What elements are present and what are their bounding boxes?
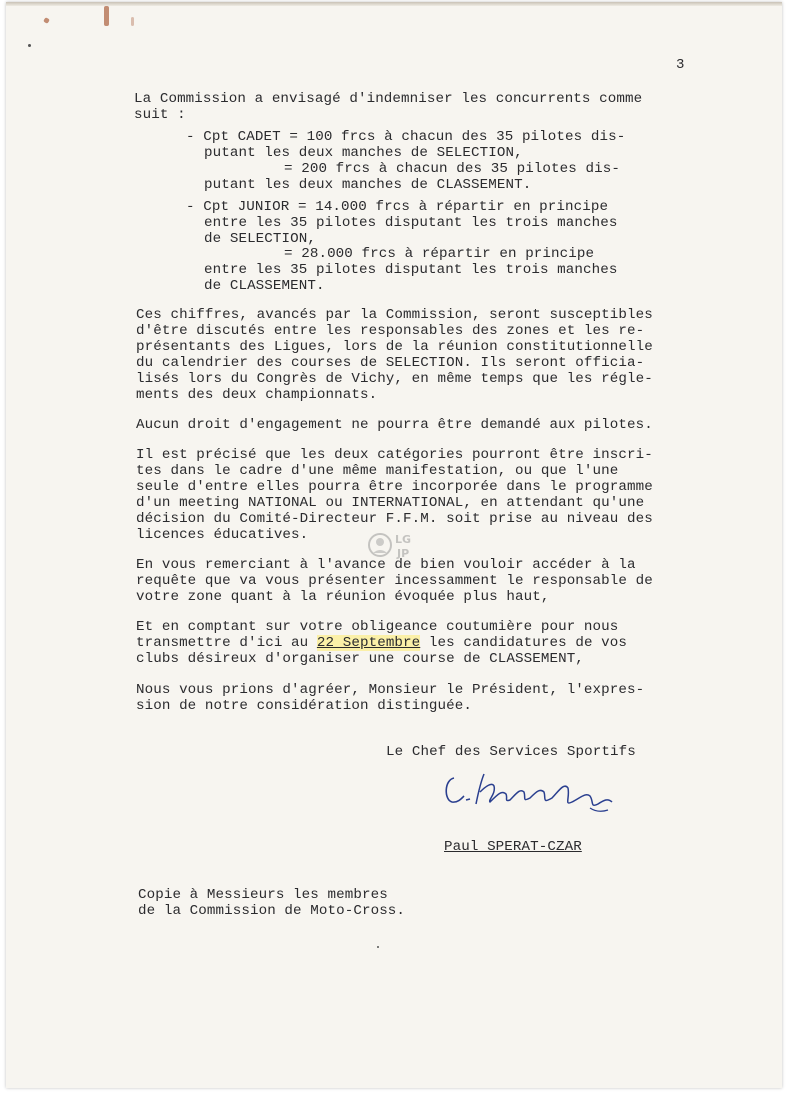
line-segment: les candidatures de vos <box>420 635 628 651</box>
copy-line: Copie à Messieurs les membres <box>138 887 388 903</box>
paragraph-line: Ces chiffres, avancés par la Commission, seront susceptibles <box>136 307 653 323</box>
signatory-name: Paul SPERAT-CZAR <box>444 839 582 855</box>
junior-line: de SELECTION, <box>204 231 316 247</box>
line-segment: transmettre d'ici au <box>136 635 317 651</box>
highlighted-date: 22 Septembre <box>316 635 421 651</box>
ink-stain <box>43 17 50 24</box>
cadet-line: = 200 frcs à chacun des 35 pilotes dis- <box>284 161 620 177</box>
signatory-title: Le Chef des Services Sportifs <box>386 744 636 760</box>
ink-stain <box>104 6 109 26</box>
intro-line: suit : <box>134 107 186 123</box>
paragraph-line: votre zone quant à la réunion évoquée plus haut, <box>136 589 550 605</box>
top-edge-shadow <box>6 2 782 6</box>
paragraph-line: En vous remerciant à l'avance de bien vouloir accéder à la <box>136 557 636 573</box>
handwritten-signature <box>440 764 620 816</box>
page-number: 3 <box>676 57 685 73</box>
paragraph-line: ments des deux championnats. <box>136 387 378 403</box>
paragraph-line: requête que va vous présenter incessamment le responsable de <box>136 573 653 589</box>
paragraph-line: tes dans le cadre d'une même manifestation, ou que l'une <box>136 463 619 479</box>
paper-speck <box>377 946 379 948</box>
paragraph-line: Nous vous prions d'agréer, Monsieur le Président, l'expres- <box>136 682 645 698</box>
paragraph-line: du calendrier des courses de SELECTION. Ils seront officia- <box>136 355 645 371</box>
paragraph-line: Il est précisé que les deux catégories pourront être inscri- <box>136 447 653 463</box>
svg-text:JP: JP <box>397 547 410 560</box>
junior-line: = 28.000 frcs à répartir en principe <box>284 246 595 262</box>
junior-line: de CLASSEMENT. <box>204 278 325 294</box>
cadet-line: - Cpt CADET = 100 frcs à chacun des 35 pilotes dis- <box>186 129 626 145</box>
ink-stain <box>131 17 134 26</box>
paragraph-line: lisés lors du Congrès de Vichy, en même temps que les régle- <box>136 371 653 387</box>
paragraph-line: décision du Comité-Directeur F.F.M. soit prise au niveau des <box>136 511 653 527</box>
paragraph-line <box>136 635 627 651</box>
junior-line: entre les 35 pilotes disputant les trois manches <box>204 215 618 231</box>
paragraph-line: seule d'entre elles pourra être incorporée dans le programme <box>136 479 653 495</box>
paragraph-line: d'être discutés entre les responsables des zones et les re- <box>136 323 645 339</box>
cadet-line: putant les deux manches de CLASSEMENT. <box>204 177 532 193</box>
junior-line: - Cpt JUNIOR = 14.000 frcs à répartir en principe <box>186 199 609 215</box>
paragraph-line: clubs désireux d'organiser une course de CLASSEMENT, <box>136 651 584 667</box>
junior-line: entre les 35 pilotes disputant les trois manches <box>204 262 618 278</box>
copy-line: de la Commission de Moto-Cross. <box>138 903 406 919</box>
intro-line: La Commission a envisagé d'indemniser les concurrents comme <box>134 91 643 107</box>
paragraph-line: Et en comptant sur votre obligeance coutumière pour nous <box>136 619 619 635</box>
paragraph-line: présentants des Ligues, lors de la réunion constitutionnelle <box>136 339 653 355</box>
paragraph-line: d'un meeting NATIONAL ou INTERNATIONAL, en attendant qu'une <box>136 495 645 511</box>
paragraph-line: sion de notre considération distinguée. <box>136 698 472 714</box>
cadet-line: putant les deux manches de SELECTION, <box>204 145 523 161</box>
paragraph-line: Aucun droit d'engagement ne pourra être demandé aux pilotes. <box>136 417 653 433</box>
svg-text:LG: LG <box>395 533 412 546</box>
paragraph-line: licences éducatives. <box>136 527 309 543</box>
paper-speck <box>28 44 31 47</box>
